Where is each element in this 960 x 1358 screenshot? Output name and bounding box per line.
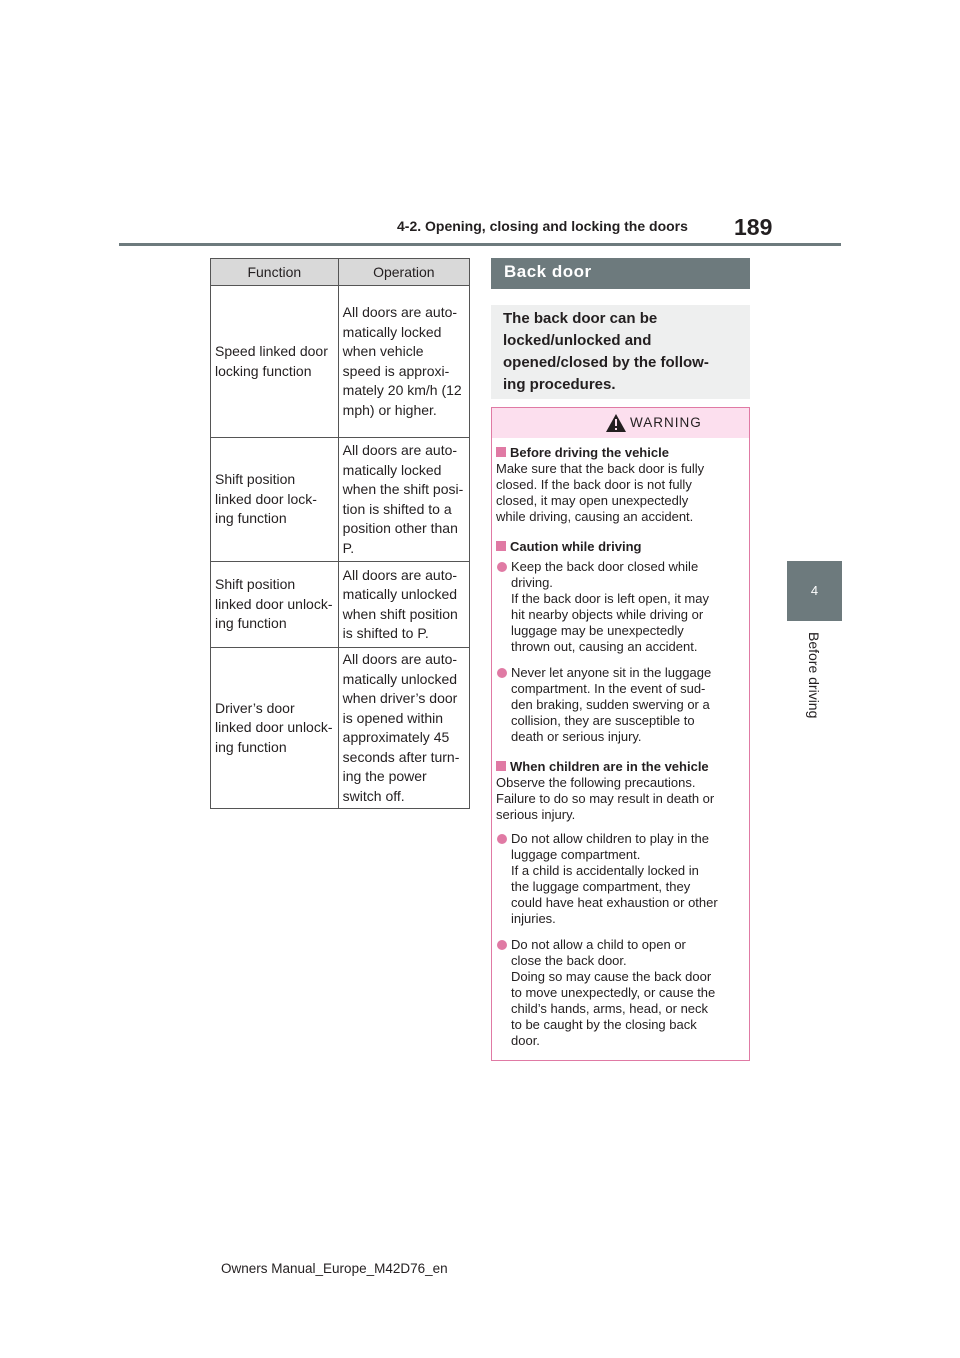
table-row — [211, 562, 470, 648]
header-divider — [119, 243, 841, 246]
warning-subheading: Caution while driving — [496, 539, 744, 555]
column-header-operation: Operation — [338, 259, 469, 286]
chapter-tab-title: Before driving — [806, 632, 822, 719]
back-door-heading: Back door — [491, 258, 750, 289]
warning-bullet: Do not allow children to play in the luggage compartment. If a child is accidentally locked in the luggage compartment, they could have heat exhaustion or other injuries. — [496, 831, 744, 927]
square-bullet-icon — [496, 761, 506, 771]
back-door-intro: The back door can be locked/unlocked and opened/closed by the follow- ing procedures. — [491, 305, 750, 399]
operation-cell: All doors are auto- matically unlocked when driver’s door is opened within approximately 45 seconds after turn- ing the power switch off. — [338, 648, 469, 809]
square-bullet-icon — [496, 447, 506, 457]
section-title: 4-2. Opening, closing and locking the doors — [397, 218, 688, 234]
operation-cell: All doors are auto- matically unlocked when shift position is shifted to P. — [338, 562, 469, 648]
operation-cell: All doors are auto- matically locked when vehicle speed is approxi- mately 20 km/h (12 mph) or higher. — [338, 286, 469, 438]
warning-paragraph: Observe the following precautions. Failure to do so may result in death or serious injury. — [496, 775, 715, 822]
page-number: 189 — [734, 214, 773, 240]
square-bullet-icon — [496, 541, 506, 551]
warning-header — [492, 408, 749, 438]
table-header-row — [211, 259, 470, 286]
circle-bullet-icon — [497, 834, 507, 844]
function-cell: Driver’s door linked door unlock- ing function — [211, 648, 339, 809]
function-cell: Speed linked door locking function — [211, 286, 339, 438]
function-cell: Shift position linked door unlock- ing function — [211, 562, 339, 648]
warning-subheading: Before driving the vehicle — [496, 445, 744, 461]
circle-bullet-icon — [497, 940, 507, 950]
warning-subheading: When children are in the vehicle — [496, 759, 744, 775]
function-table — [210, 258, 470, 809]
table-row — [211, 438, 470, 562]
column-header-function: Function — [211, 259, 339, 286]
warning-paragraph: Make sure that the back door is fully closed. If the back door is not fully closed, it may open unexpectedly while driving, causing an accident. — [496, 461, 705, 524]
warning-bullet: Keep the back door closed while driving. If the back door is left open, it may hit nearby objects while driving or luggage may be unexpectedly thrown out, causing an accident. — [496, 559, 744, 655]
warning-bullet: Do not allow a child to open or close the back door. Doing so may cause the back door to move unexpectedly, or cause the child’s hands, arms, head, or neck to be caught by the closing back door. — [496, 937, 744, 1049]
table-row — [211, 286, 470, 438]
warning-title: WARNING — [630, 415, 702, 430]
operation-cell: All doors are auto- matically locked when the shift posi- tion is shifted to a position other than P. — [338, 438, 469, 562]
footer-text: Owners Manual_Europe_M42D76_en — [221, 1261, 448, 1276]
circle-bullet-icon — [497, 668, 507, 678]
warning-bullet: Never let anyone sit in the luggage compartment. In the event of sud- den braking, sudden swerving or a collision, they are susceptible to death or serious injury. — [496, 665, 744, 745]
function-cell: Shift position linked door lock- ing function — [211, 438, 339, 562]
warning-triangle-icon — [606, 414, 626, 432]
circle-bullet-icon — [497, 562, 507, 572]
chapter-tab-number: 4 — [787, 561, 842, 621]
table-row — [211, 648, 470, 809]
warning-box — [491, 407, 750, 1061]
